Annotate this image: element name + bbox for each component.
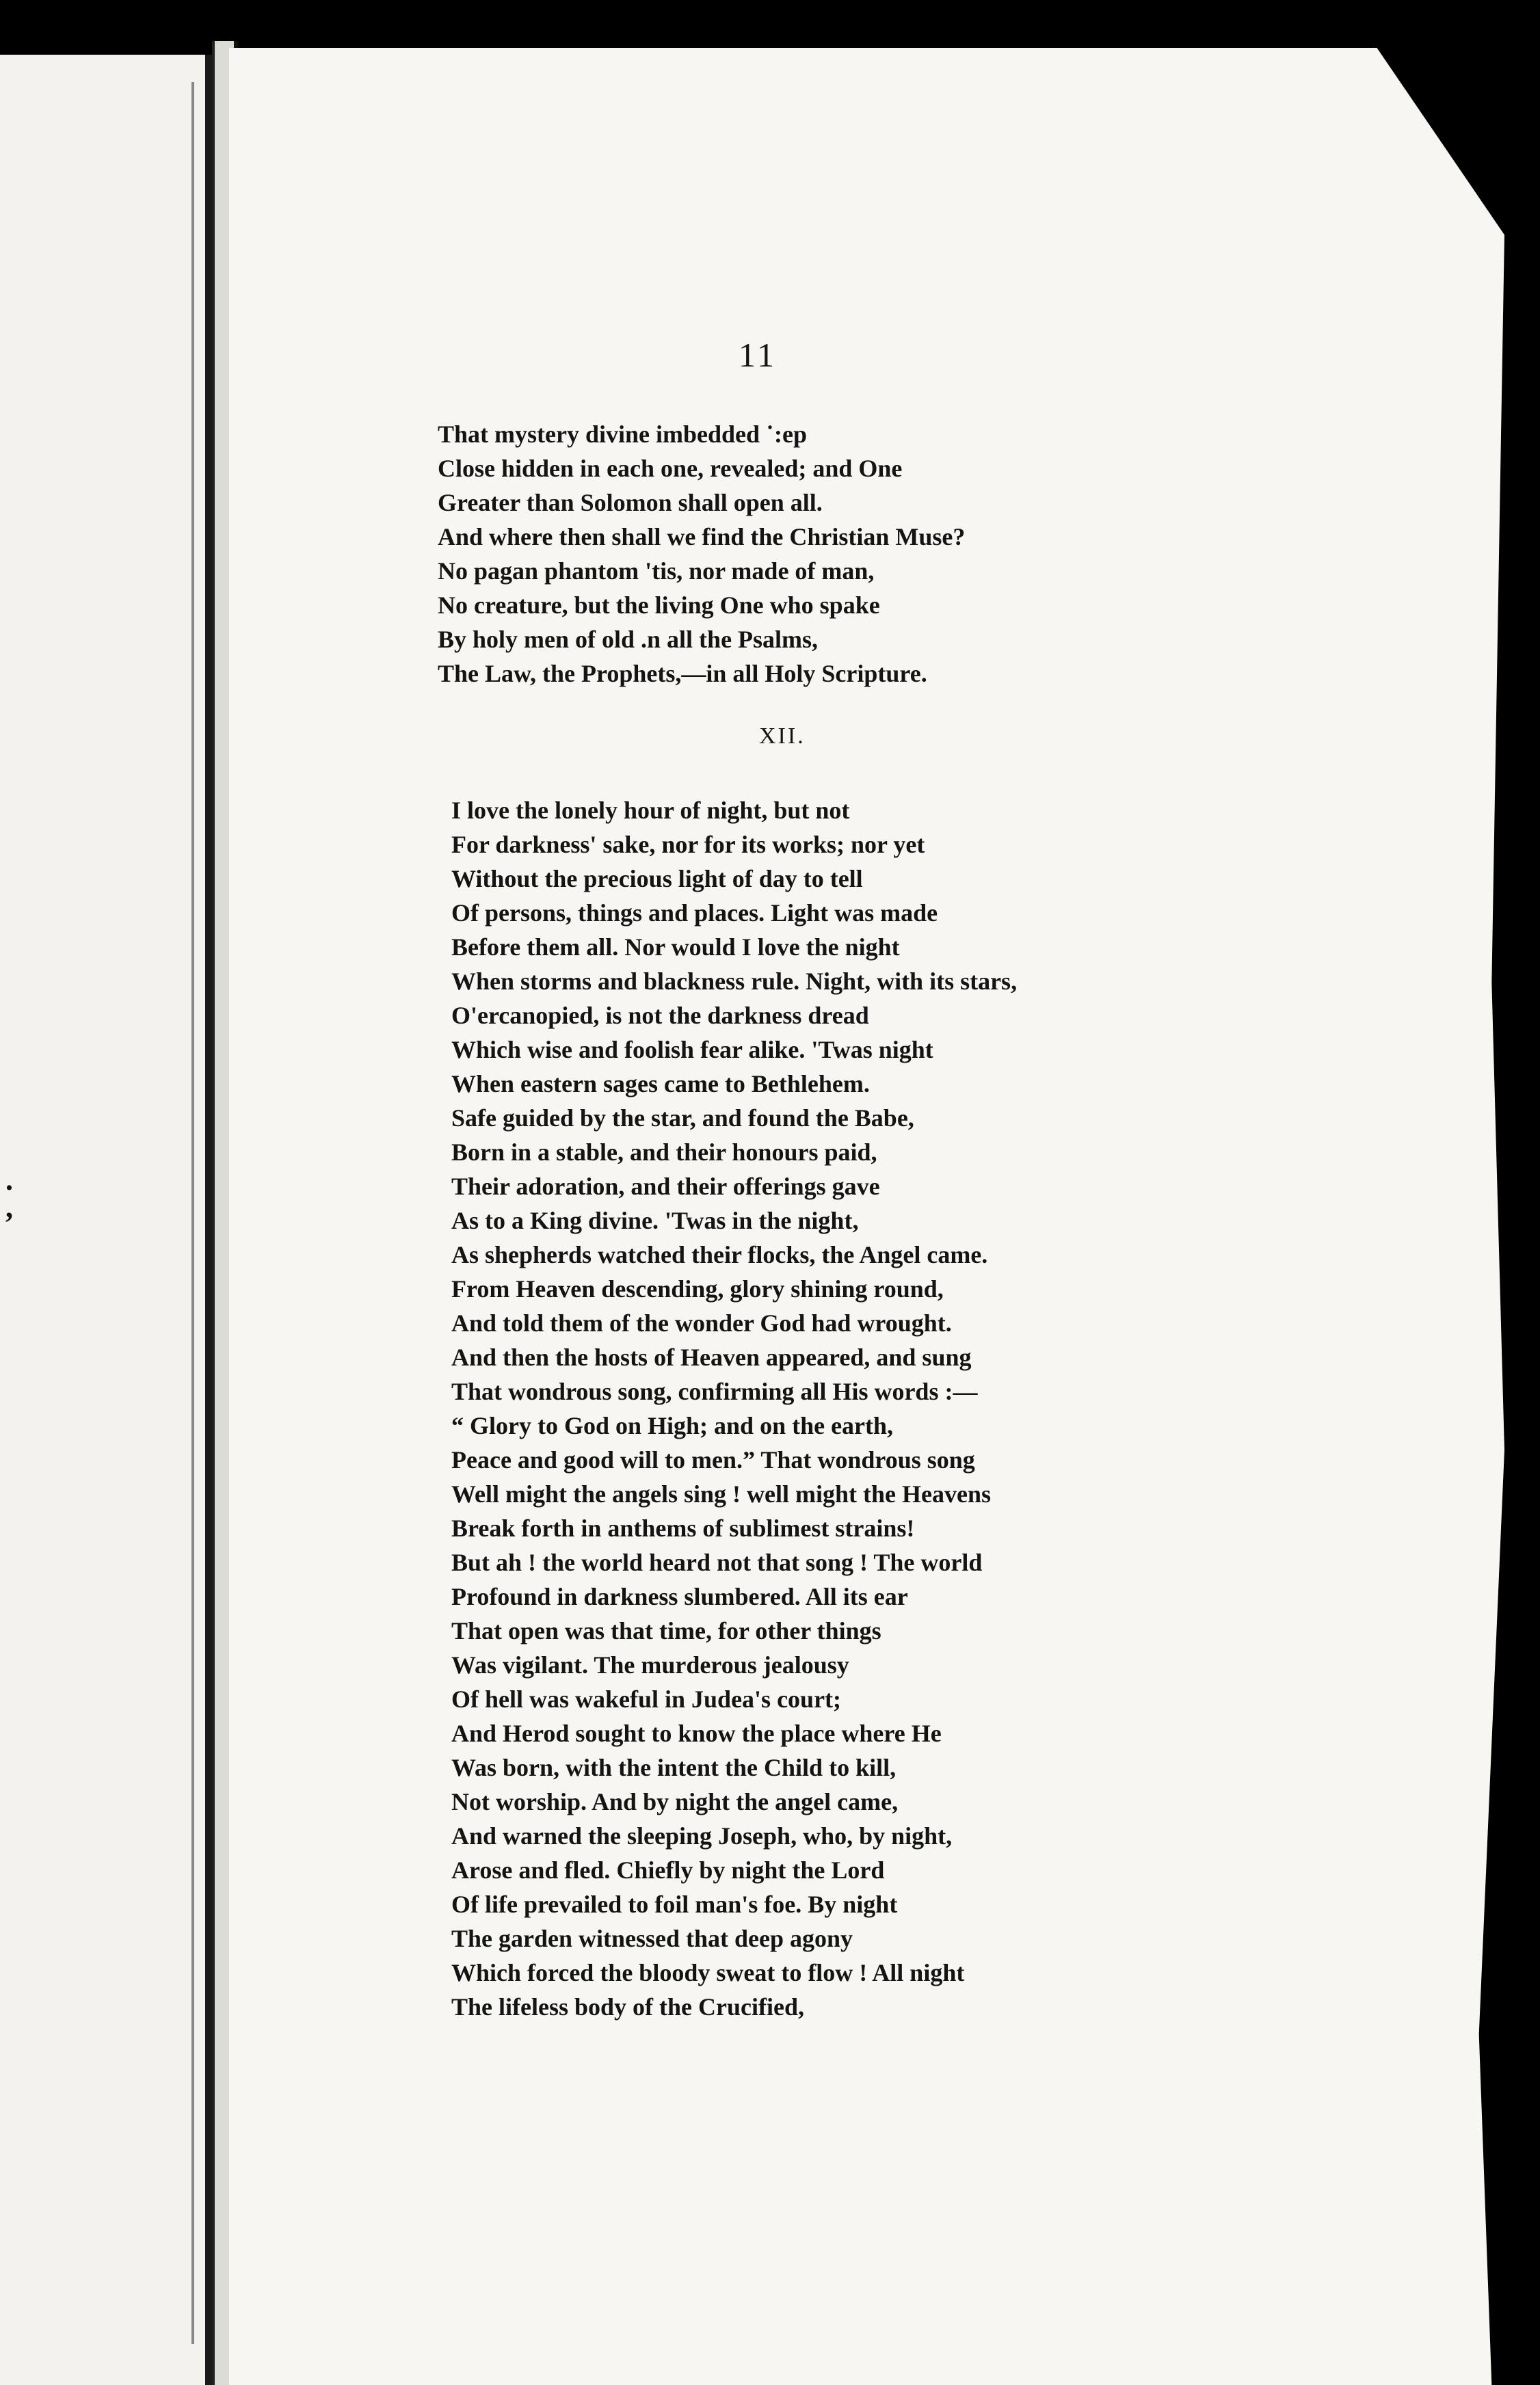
verse-line: Was vigilant. The murderous jealousy xyxy=(451,1651,849,1679)
verse-line: The lifeless body of the Crucified, xyxy=(451,1993,804,2021)
verse-line: Break forth in anthems of sublimest strains! xyxy=(451,1515,915,1542)
verse-line: When storms and blackness rule. Night, with its stars, xyxy=(451,968,1018,995)
verse-line: That wondrous song, confirming all His words :— xyxy=(451,1378,978,1405)
verse-line: As shepherds watched their flocks, the Angel came. xyxy=(451,1241,988,1268)
verse-line: And warned the sleeping Joseph, who, by night, xyxy=(451,1822,953,1850)
verse-line: That mystery divine imbedded ˙:ep xyxy=(438,421,807,448)
verse-line: Which forced the bloody sweat to flow ! All night xyxy=(451,1959,965,1986)
verse-line: And told them of the wonder God had wrought. xyxy=(451,1309,952,1337)
page-number: 11 xyxy=(739,336,778,374)
verse-line: Born in a stable, and their honours paid, xyxy=(451,1138,877,1166)
verse-line: “ Glory to God on High; and on the earth, xyxy=(451,1412,894,1439)
verse-line: From Heaven descending, glory shining round, xyxy=(451,1275,944,1303)
section-numeral: XII. xyxy=(759,723,806,749)
verse-line: And Herod sought to know the place where He xyxy=(451,1720,942,1747)
stanza-2 xyxy=(451,793,1017,2024)
verse-line: For darkness' sake, nor for its works; nor yet xyxy=(451,831,925,858)
verse-line: Not worship. And by night the angel came, xyxy=(451,1788,899,1815)
verse-line: Of persons, things and places. Light was made xyxy=(451,899,938,927)
verse-line: And then the hosts of Heaven appeared, and sung xyxy=(451,1344,972,1371)
verse-line: When eastern sages came to Bethlehem. xyxy=(451,1070,870,1097)
verse-line: Peace and good will to men.” That wondrous song xyxy=(451,1446,975,1474)
verse-line: And where then shall we find the Christian Muse? xyxy=(438,523,966,550)
verse-line: Before them all. Nor would I love the night xyxy=(451,933,900,961)
verse-line: Which wise and foolish fear alike. 'Twas night xyxy=(451,1036,933,1063)
verse-line: Of life prevailed to foil man's foe. By night xyxy=(451,1891,898,1918)
verse-line: Greater than Solomon shall open all. xyxy=(438,489,823,516)
verse-line: That open was that time, for other things xyxy=(451,1617,881,1644)
verse-line: I love the lonely hour of night, but not xyxy=(451,797,850,824)
verse-line: Safe guided by the star, and found the Babe, xyxy=(451,1104,914,1132)
left-page-mark: . xyxy=(5,1163,13,1197)
verse-line: But ah ! the world heard not that song ! The world xyxy=(451,1549,983,1576)
verse-line: Well might the angels sing ! well might the Heavens xyxy=(451,1480,991,1508)
verse-line: Arose and fled. Chiefly by night the Lord xyxy=(451,1856,885,1884)
verse-line: No pagan phantom 'tis, nor made of man, xyxy=(438,557,875,585)
verse-line: By holy men of old .n all the Psalms, xyxy=(438,626,819,653)
verse-line: Profound in darkness slumbered. All its ear xyxy=(451,1583,908,1610)
verse-line: Close hidden in each one, revealed; and One xyxy=(438,455,903,482)
verse-line: Was born, with the intent the Child to kill, xyxy=(451,1754,897,1781)
verse-line: No creature, but the living One who spake xyxy=(438,591,880,619)
verse-line: Their adoration, and their offerings gave xyxy=(451,1173,880,1200)
verse-line: As to a King divine. 'Twas in the night, xyxy=(451,1207,859,1234)
verse-line: O'ercanopied, is not the darkness dread xyxy=(451,1002,869,1029)
verse-line: The garden witnessed that deep agony xyxy=(451,1925,853,1952)
stanza-1 xyxy=(438,417,965,691)
verse-line: Without the precious light of day to tell xyxy=(451,865,863,892)
verse-line: Of hell was wakeful in Judea's court; xyxy=(451,1686,842,1713)
verse-line: The Law, the Prophets,—in all Holy Scripture. xyxy=(438,660,927,687)
left-page-mark: , xyxy=(5,1190,13,1224)
